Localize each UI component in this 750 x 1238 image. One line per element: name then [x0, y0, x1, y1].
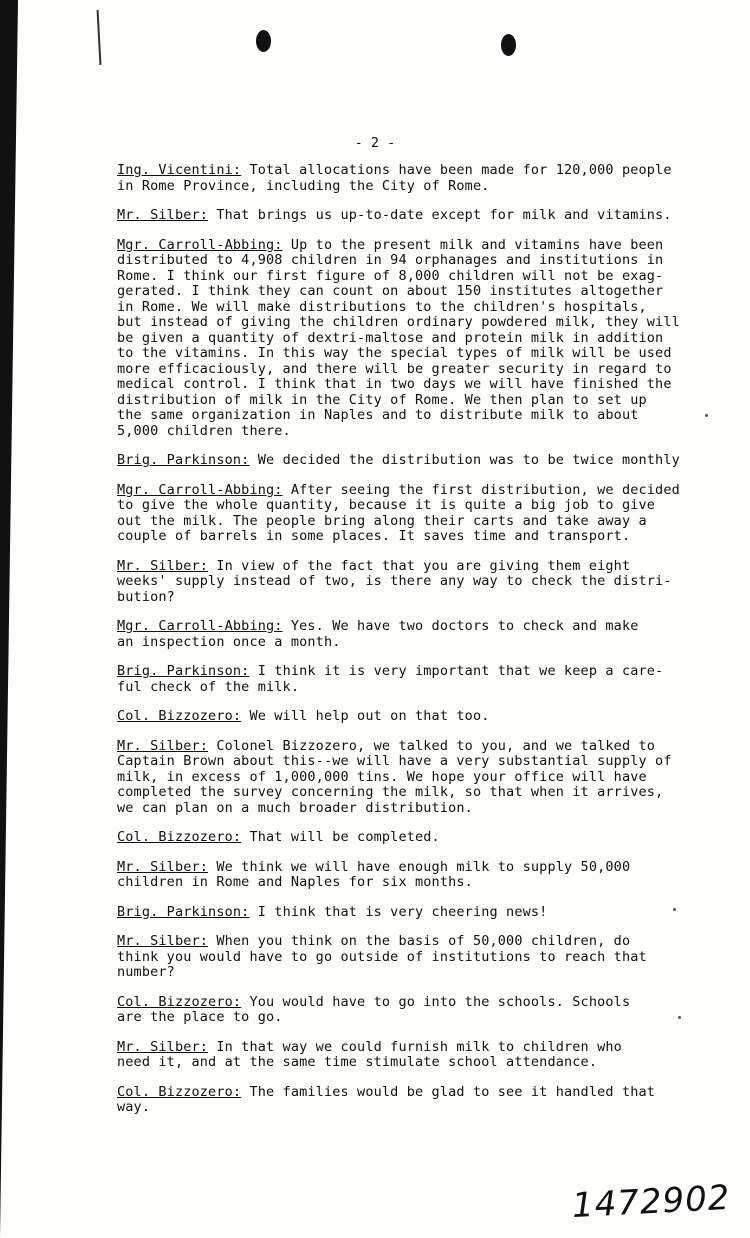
entry-text: You would have to go into the schools. Schools are the place to go.	[117, 993, 631, 1025]
transcript-entry	[117, 739, 723, 817]
entry-text: When you think on the basis of 50,000 children, do think you would have to go outside of institutions to reach that number?	[117, 933, 647, 980]
punch-hole-left	[256, 30, 271, 52]
entry-text: We think we will have enough milk to supply 50,000 children in Rome and Naples for six months.	[117, 858, 631, 890]
entry-text: Total allocations have been made for 120,000 people in Rome Province, including the City of Rome.	[117, 162, 672, 194]
speaker-name: Mgr. Carroll-Abbing:	[117, 618, 283, 634]
transcript-entry	[117, 559, 723, 606]
transcript-entry	[117, 208, 723, 224]
speaker-name: Mr. Silber:	[117, 207, 209, 223]
scan-edge-shadow	[0, 0, 18, 1238]
transcript-entry	[117, 483, 723, 545]
scan-speck	[673, 908, 676, 911]
scan-speck	[705, 414, 708, 417]
speaker-name: Mr. Silber:	[117, 858, 209, 875]
transcript-entry	[117, 1085, 723, 1116]
speaker-name: Col. Bizzozero:	[117, 829, 242, 845]
speaker-name: Ing. Vicentini:	[117, 162, 242, 178]
entry-text: Colonel Bizzozero, we talked to you, and we talked to Captain Brown about this--we will have a very substantial supply of milk, in excess of 1,000,000 tins. We hope your office will have completed the survey concerning the milk, so that when it arrives, we can plan on a much broader distribution.	[117, 737, 672, 816]
entry-text: After seeing the first distribution, we decided to give the whole quantity, because it is quite a big job to give out the milk. The people bring along their carts and take away a couple of barrels in some places. It saves time and transport.	[117, 481, 680, 544]
transcript-entry	[117, 453, 723, 469]
transcript-entry	[117, 1040, 723, 1071]
scan-mark	[97, 10, 102, 65]
speaker-name: Col. Bizzozero:	[117, 1083, 242, 1100]
scan-speck	[678, 1016, 681, 1019]
entry-text: Yes. We have two doctors to check and make an inspection once a month.	[117, 618, 639, 650]
speaker-name: Mgr. Carroll-Abbing:	[117, 481, 283, 498]
handwritten-document-number: 1472902	[571, 1177, 732, 1227]
entry-text: That will be completed.	[241, 829, 440, 845]
entry-text: Up to the present milk and vitamins have been distributed to 4,908 children in 94 orphanages and institutions in Rome. I think our first figure of 8,000 children will not be exag- gerated. I think they can count on about 150 institutes altogether in Rome. We will make distributions to the children's hospitals, but instead of giving the children ordinary powdered milk, they will be given a quantity of dextri-maltose and protein milk in addition to the vitamins. In this way the special types of milk will be used more efficaciously, and there will be greater security in regard to medical control. I think that in two days we will have finished the distribution of milk in the City of Rome. We then plan to set up the same organization in Naples and to distribute milk to about 5,000 children there.	[117, 236, 680, 439]
scan-edge-shadow-top	[0, 0, 14, 120]
speaker-name: Col. Bizzozero:	[117, 993, 242, 1010]
transcript-entry	[117, 830, 723, 846]
entry-text: We decided the distribution was to be twice monthly	[249, 452, 680, 468]
transcript-entry	[117, 238, 723, 440]
transcript-entry	[117, 934, 723, 981]
transcript-entry	[117, 619, 723, 650]
speaker-name: Mr. Silber:	[117, 933, 209, 949]
entry-text: I think that is very cheering news!	[249, 903, 548, 920]
speaker-name: Brig. Parkinson:	[117, 663, 250, 679]
speaker-name: Brig. Parkinson:	[117, 903, 250, 920]
entry-text: We will help out on that too.	[241, 708, 490, 724]
transcript-entry	[117, 163, 723, 194]
meeting-transcript	[117, 163, 723, 1130]
transcript-entry	[117, 709, 723, 725]
transcript-entry	[117, 664, 723, 695]
speaker-name: Brig. Parkinson:	[117, 452, 250, 468]
entry-text: The families would be glad to see it handled that way.	[117, 1083, 656, 1115]
speaker-name: Mr. Silber:	[117, 1038, 209, 1055]
entry-text: I think it is very important that we keep a care- ful check of the milk.	[117, 663, 664, 695]
transcript-entry	[117, 905, 723, 921]
transcript-entry	[117, 860, 723, 891]
speaker-name: Mr. Silber:	[117, 737, 209, 754]
speaker-name: Mgr. Carroll-Abbing:	[117, 236, 283, 253]
entry-text: In view of the fact that you are giving them eight weeks' supply instead of two, is there any way to check the distri- bution?	[117, 557, 672, 605]
speaker-name: Mr. Silber:	[117, 557, 209, 574]
entry-text: That brings us up-to-date except for milk and vitamins.	[208, 207, 672, 223]
speaker-name: Col. Bizzozero:	[117, 708, 242, 724]
page-number: - 2 -	[354, 135, 396, 151]
entry-text: In that way we could furnish milk to children who need it, and at the same time stimulate school attendance.	[117, 1038, 622, 1070]
punch-hole-right	[501, 34, 516, 56]
transcript-entry	[117, 995, 723, 1026]
